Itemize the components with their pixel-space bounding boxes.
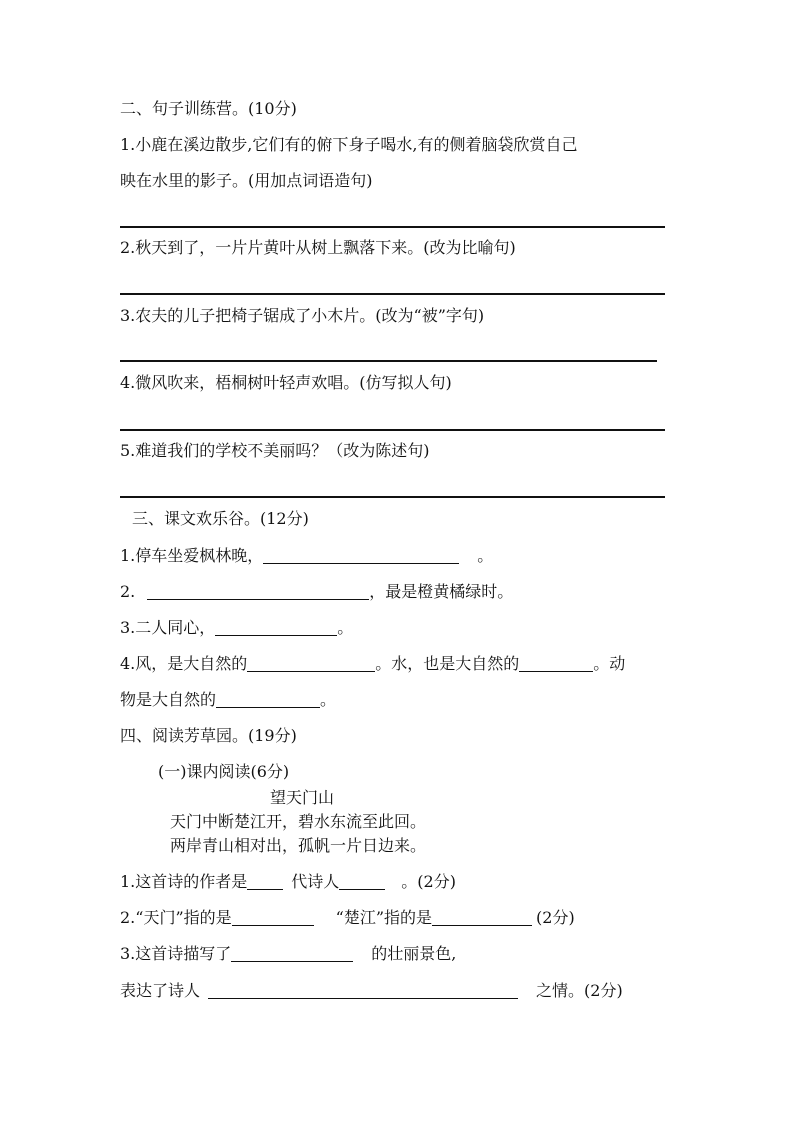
s4-q3-blank-1[interactable] — [231, 945, 353, 962]
s3-q4-line2 — [120, 690, 336, 710]
s4-q3-line1 — [120, 944, 456, 964]
s3-q2-blank[interactable] — [147, 583, 369, 600]
s2-q1-line2: 映在水里的影子。(用加点词语造句) — [120, 171, 373, 190]
s2-q3-answer-line[interactable] — [120, 360, 657, 362]
s2-q2: 2.秋天到了，一片片黄叶从树上飘落下来。(改为比喻句) — [120, 238, 516, 257]
s3-q3 — [120, 618, 353, 638]
s3-q4-text-c: 。动 — [593, 654, 626, 673]
s4-q1-text-c: 。(2分) — [401, 872, 456, 891]
poem-line-2: 两岸青山相对出，孤帆一片日边来。 — [170, 836, 427, 855]
s3-q4-text-a: 4.风，是大自然的 — [120, 654, 248, 673]
s4-q2-text-c: (2分) — [536, 908, 575, 927]
s3-q4-line1 — [120, 654, 625, 674]
s3-q4-text-b: 。水，也是大自然的 — [375, 654, 520, 673]
s3-q2-text: ，最是橙黄橘绿时。 — [369, 582, 514, 601]
s3-q2-num: 2. — [120, 582, 136, 601]
s4-q3-blank-2[interactable] — [208, 982, 518, 999]
s4-q2-blank-1[interactable] — [232, 909, 314, 926]
s4-q1-text-a: 1.这首诗的作者是 — [120, 872, 248, 891]
s3-q2 — [120, 582, 513, 602]
poem-title: 望天门山 — [270, 788, 335, 807]
s3-q1-text: 1.停车坐爱枫林晚， — [120, 546, 264, 565]
s2-q2-answer-line[interactable] — [120, 293, 665, 295]
s4-q3-text-d: 之情。(2分) — [536, 981, 623, 1000]
s2-q1-line1: 1.小鹿在溪边散步,它们有的俯下身子喝水,有的侧着脑袋欣赏自己 — [120, 135, 578, 154]
s3-q1-end: 。 — [477, 546, 494, 565]
s3-q4-blank-1[interactable] — [247, 655, 375, 672]
s3-q1-blank[interactable] — [263, 547, 459, 564]
s4-q1 — [120, 872, 456, 892]
s4-q3-text-c: 表达了诗人 — [120, 981, 201, 1000]
s2-q1-answer-line[interactable] — [120, 226, 665, 228]
s2-q3: 3.农夫的儿子把椅子锯成了小木片。(改为“被”字句) — [120, 306, 485, 325]
s4-subsection-title: (一)课内阅读(6分) — [158, 762, 290, 781]
s3-q1 — [120, 546, 493, 566]
s3-q4-text-d: 物是大自然的 — [120, 690, 217, 709]
s2-q5: 5.难道我们的学校不美丽吗？（改为陈述句) — [120, 441, 430, 460]
section2-title: 二、句子训练营。(10分) — [120, 99, 297, 118]
s4-q3-text-b: 的壮丽景色, — [371, 944, 457, 963]
s4-q2-text-a: 2.“天门”指的是 — [120, 908, 232, 927]
s3-q3-end: 。 — [337, 618, 354, 637]
s3-q4-blank-3[interactable] — [216, 691, 320, 708]
s3-q3-blank[interactable] — [215, 619, 337, 636]
s2-q5-answer-line[interactable] — [120, 496, 665, 498]
s3-q4-text-e: 。 — [320, 690, 337, 709]
s4-q3-text-a: 3.这首诗描写了 — [120, 944, 232, 963]
s4-q1-text-b: 代诗人 — [291, 872, 340, 891]
s4-q1-blank-1[interactable] — [247, 873, 283, 890]
s4-q2-text-b: “楚江”指的是 — [335, 908, 433, 927]
s3-q4-blank-2[interactable] — [519, 655, 593, 672]
s4-q1-blank-2[interactable] — [339, 873, 385, 890]
poem-line-1: 天门中断楚江开，碧水东流至此回。 — [170, 812, 427, 831]
s2-q4-answer-line[interactable] — [120, 429, 665, 431]
section3-title: 三、课文欢乐谷。(12分) — [132, 509, 309, 528]
s4-q2-blank-2[interactable] — [432, 909, 532, 926]
s4-q2 — [120, 908, 575, 928]
section4-title: 四、阅读芳草园。(19分) — [120, 726, 297, 745]
s4-q3-line2 — [120, 981, 623, 1001]
s2-q4: 4.微风吹来，梧桐树叶轻声欢唱。(仿写拟人句) — [120, 373, 452, 392]
s3-q3-text: 3.二人同心， — [120, 618, 216, 637]
